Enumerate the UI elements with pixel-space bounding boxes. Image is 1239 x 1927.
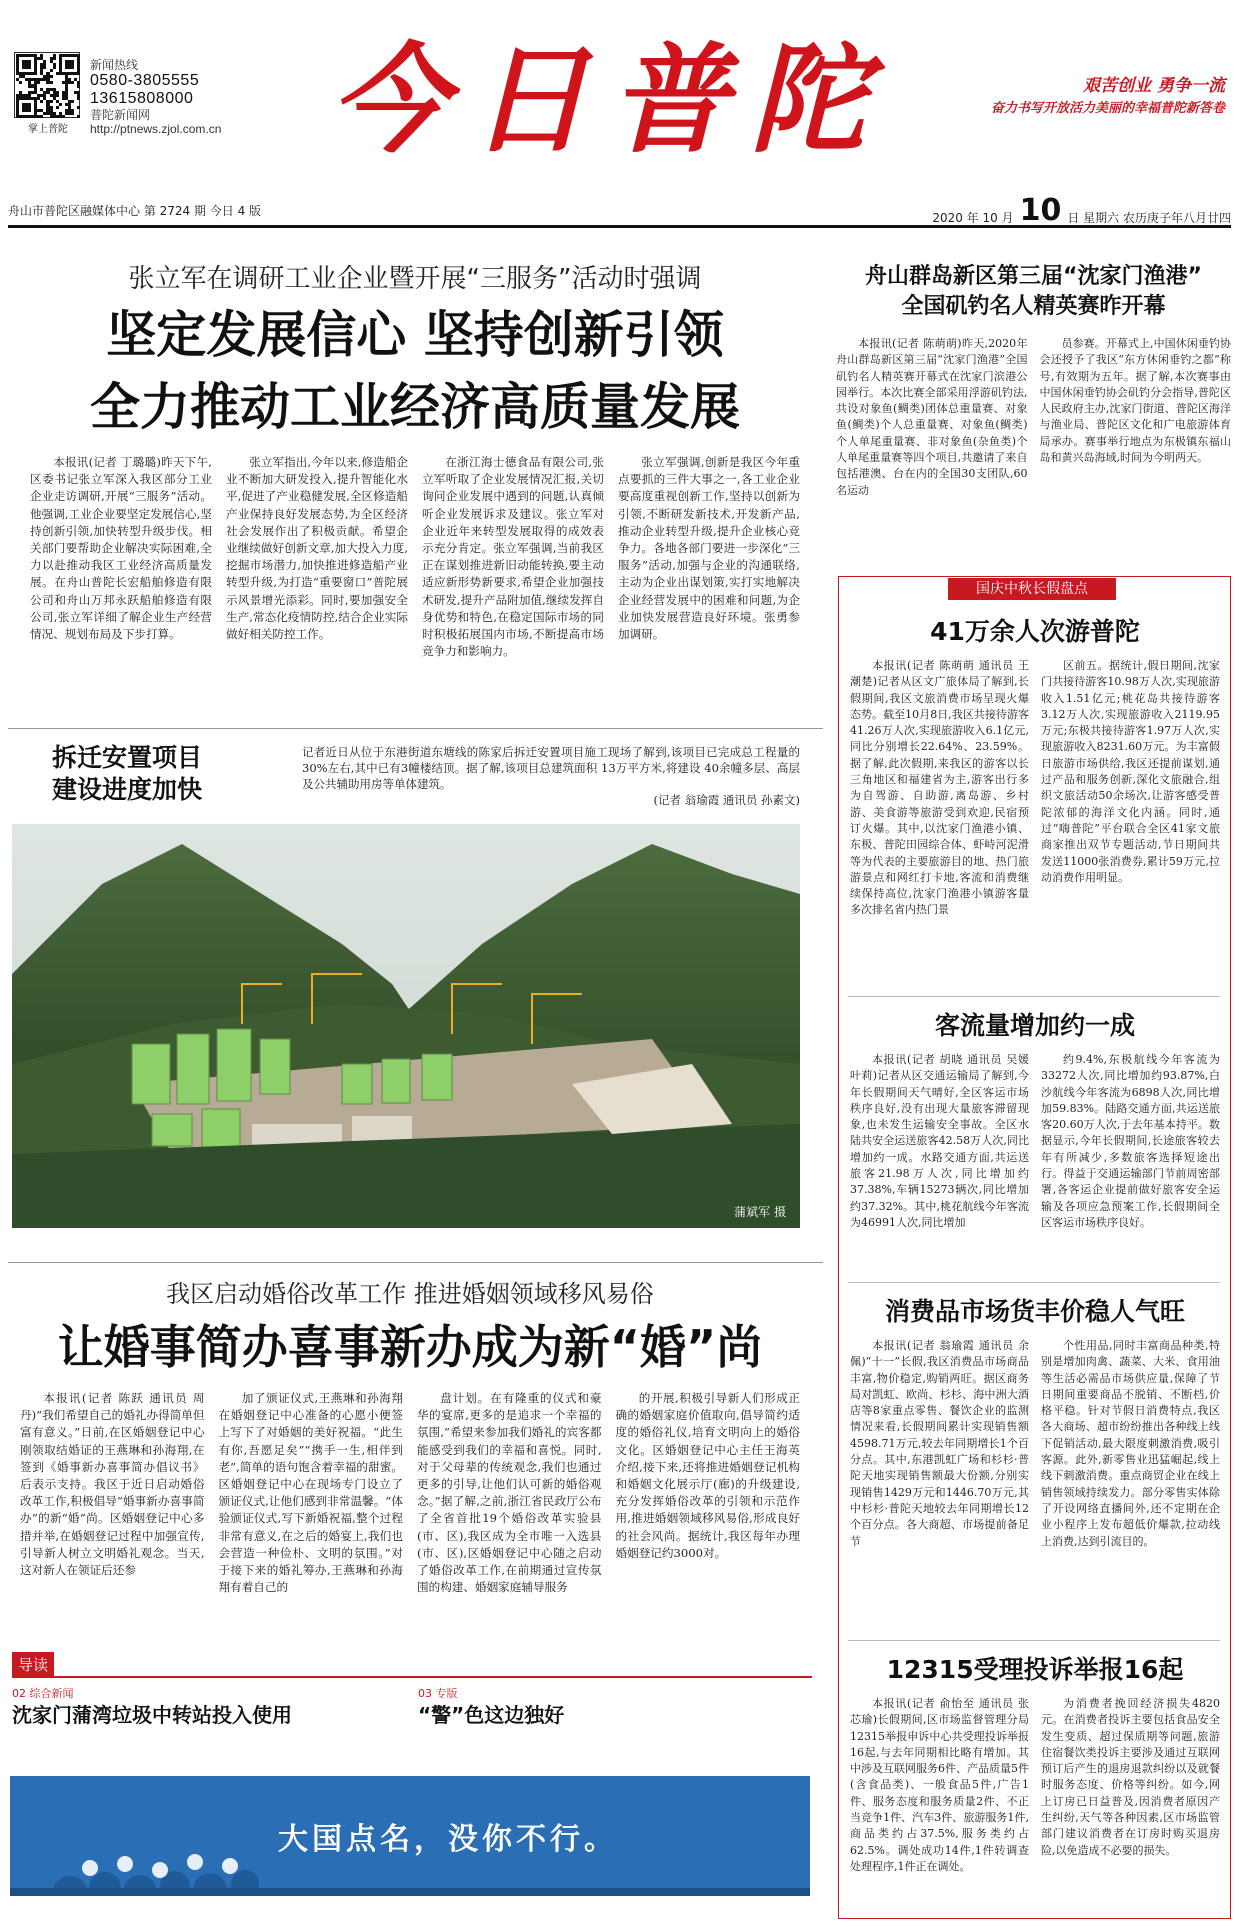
fishing-story — [836, 262, 1231, 560]
slogan — [935, 74, 1225, 120]
consumer-market-paragraph: 本报讯(记者 翁瑜霞 通讯员 余佩)“十一”长假,我区消费品市场商品丰富,物价稳定,购销两旺。据区商务局对凯虹、欧尚、杉杉、海中洲大酒店等8家重点零售、餐饮企业的监测情况来看,长假期间累计实现销售额4598.71万元,较去年同期增长1个百分点。其中,东港凯虹广场和杉杉·普陀天地实现销售额最大份额,分别实现销售1429万元和1446.70万元,其中杉杉·普陀天地较去年同期增长12个百分点。各大商超、市场提前备足节 — [850, 1339, 1029, 1548]
fishing-paragraph: 员参赛。开幕式上,中国休闲垂钓协会还授予了我区“东方休闲垂钓之都”称号,有效期为五年。据了解,本次赛事由中国休闲垂钓协会矶钓分会指导,普陀区人民政府主办,沈家门街道、普陀区海洋与渔业局、普陀区文化和广电旅游体育局承办。赛事举行地点为东极镇东福山岛和黄兴岛海域,时间为今明两天。 — [1039, 337, 1231, 465]
consumer-market-col-1 — [850, 1338, 1029, 1636]
tourism-paragraph: 区前五。据统计,假日期间,沈家门共接待游客10.98万人次,实现旅游收入1.51亿元;桃花岛共接待游客3.12万人次,实现旅游收入2119.95万元;东极共接待游客1.97万人次,实现旅游收入8231.60万元。为丰富假日旅游市场供给,我区还提前谋划,通过产品和服务创新,深化文旅融合,组织文旅活动50余场次,让游客感受普陀浓郁的海洋文化内涵。同时,通过“嗨普陀”平台联合全区41家文旅商家推出双节专题活动,节日期间共发送11000张消费券,累计59万元,拉动消费作用明显。 — [1041, 659, 1220, 884]
photo-headline-2: 建设进度加快 — [52, 775, 203, 804]
traffic-paragraph: 约9.4%,东极航线今年客流为33272人次,同比增加约93.87%,白沙航线今年客流为6898人次,同比增加59.83%。陆路交通方面,共运送旅客20.60万人次,于去年基本持平。数据显示,今年长假期间,长途旅客较去年有所减少,多数旅客选择短途出行。得益于交通运输部门节前周密部署,各客运企业提前做好旅客安全运输及各项应急预案工作,长假期间全区客运市场秩序良好。 — [1041, 1053, 1220, 1229]
lead-paragraph: 本报讯(记者 丁璐璐)昨天下午,区委书记张立军深入我区部分工业企业走访调研,开展“三服务”活动。他强调,工业企业要坚定发展信心,坚持创新引领,加快转型升级步伐。相关部门要帮助企业解决实际困难,全力以赴推动我区工业经济高质量发展。在舟山普陀长宏船舶修造有限公司和舟山万邦永跃船舶修造有限公司,张立军详细了解企业生产经营情况、规划布局及下步打算。 — [30, 455, 212, 642]
date-day: 10 — [1019, 193, 1062, 228]
photo-caption — [302, 744, 800, 808]
qr-module — [19, 81, 22, 84]
tourism-story — [850, 614, 1220, 922]
newspaper-logo: 今日普陀 — [330, 30, 891, 169]
consumer-market-paragraph: 个性用品,同时丰富商品种类,特别是增加肉禽、蔬菜、大米、食用油等生活必需品市场供应量,保障了节日期间重要商品不脱销、不断档,价格平稳。针对节假日消费特点,我区各大商场、超市纷纷推出各种线上线下促销活动,最大限度刺激消费,吸引客源。此外,新零售业迅猛崛起,线上线下刺激消费。重点商贸企业在线上销售领域持续发力。部分零售实体除了开设网络直播间外,还不定期在企业小程序上发布超低价爆款,拉动线上消费,达到引流目的。 — [1041, 1339, 1220, 1548]
banner-text: 大国点名，没你不行。 — [278, 1822, 618, 1857]
qr-module — [56, 106, 59, 109]
complaints-paragraph: 为消费者挽回经济损失4820元。在消费者投诉主要包括食品安全发生变质、超过保质期等问题,旅游住宿餐饮类投诉主要涉及通过互联网预订后产生的退房退款纠纷以及就餐时服务态度、价格等纠纷。如今,网上订房已日益普及,因消费者原因产生纠纷,天气等各种因素,区市场监管部门建议消费者在订房时购买退房险,以免造成不必要的损失。 — [1041, 1697, 1220, 1857]
hotline-number-1: 0580-3805555 — [90, 72, 200, 89]
guide-item-tag: 02 综合新闻 — [12, 1687, 74, 1700]
photo-headline-1: 拆迁安置项目 — [52, 743, 203, 772]
complaints-col-2 — [1041, 1696, 1220, 1906]
site-label: 普陀新闻网 — [90, 108, 151, 122]
guide-header — [12, 1652, 812, 1678]
traffic-col-2 — [1041, 1052, 1220, 1278]
guide-title: 导读 — [12, 1652, 54, 1678]
photo-story-headline[interactable] — [52, 742, 202, 806]
traffic-headline[interactable]: 客流量增加约一成 — [934, 1011, 1135, 1040]
qr-module — [77, 115, 80, 118]
fishing-paragraph: 本报讯(记者 陈萌萌)昨天,2020年舟山群岛新区第三届“沈家门渔港”全国矶钓名人精英赛开幕式在沈家门滨港公园举行。本次比赛全部采用浮游矶钓法,共设对象鱼(鲷类)团体总重量赛、对象鱼(鲷类)个人总重量赛、对象鱼(鲷类)个人单尾重量赛、非对象鱼(杂鱼类)个人单尾重量赛等四个项目,共邀请了来自包括港澳、台在内的全国30支团队,60名运动 — [836, 337, 1028, 497]
complaints-headline[interactable]: 12315受理投诉举报16起 — [886, 1655, 1184, 1684]
complaints-col-1 — [850, 1696, 1029, 1906]
guide-item-1[interactable] — [12, 1686, 292, 1728]
lead-kicker: 张立军在调研工业企业暨开展“三服务”活动时强调 — [128, 264, 702, 294]
qr-module — [71, 112, 74, 115]
holiday-review-label: 国庆中秋长假盘点 — [948, 578, 1116, 600]
lead-headline-1[interactable]: 坚定发展信心 坚持创新引领 — [106, 306, 724, 364]
lead-body — [30, 454, 800, 674]
marriage-col-4 — [616, 1390, 801, 1596]
lead-col-2 — [226, 454, 408, 674]
qr-module — [43, 66, 46, 69]
traffic-story — [850, 1008, 1220, 1278]
qr-module — [37, 81, 40, 84]
qr-code[interactable] — [14, 52, 80, 118]
qr-module — [77, 84, 80, 87]
qr-module — [59, 103, 62, 106]
site-url[interactable]: http://ptnews.zjol.com.cn — [90, 122, 222, 136]
qr-module — [53, 66, 56, 69]
dateline — [8, 193, 1231, 228]
qr-module — [40, 100, 43, 103]
hotline-number-2: 13615808000 — [90, 90, 194, 107]
qr-module — [50, 75, 53, 78]
divider — [8, 728, 823, 729]
consumer-market-body — [850, 1338, 1220, 1636]
construction-site-photo[interactable] — [12, 824, 800, 1228]
qr-module — [77, 106, 80, 109]
complaints-story — [850, 1652, 1220, 1906]
traffic-paragraph: 本报讯(记者 胡晓 通讯员 吴媛 叶莉)记者从区交通运输局了解到,今年长假期间天气晴好,全区客运市场秩序良好,没有出现大量旅客滞留现象,也未发生运输安全事故。全区水陆共安全运送旅客42.58万人次,同比增加约一成。水路交通方面,共运送旅客21.98万人次,同比增加约37.38%,车辆15273辆次,同比增加约37.32%。其中,桃花航线今年客流为46991人次,同比增加 — [850, 1053, 1029, 1229]
guide-item-title: “警”色这边独好 — [418, 1703, 565, 1727]
lead-headline-2[interactable]: 全力推动工业经济高质量发展 — [90, 378, 740, 436]
marriage-col-1 — [20, 1390, 205, 1596]
qr-module — [77, 97, 80, 100]
issue-info: 舟山市普陀区融媒体中心 第 2724 期 今日 4 版 — [8, 204, 262, 218]
issue-date — [932, 193, 1231, 228]
qr-module — [77, 72, 80, 75]
qr-module — [53, 57, 56, 60]
qr-module — [62, 115, 65, 118]
marriage-kicker: 我区启动婚俗改革工作 推进婚姻领域移风易俗 — [166, 1280, 654, 1308]
qr-module — [28, 66, 31, 69]
marriage-story — [20, 1278, 800, 1596]
marriage-headline[interactable]: 让婚事简办喜事新办成为新“婚”尚 — [57, 1320, 763, 1374]
fishing-col-1 — [836, 336, 1028, 560]
traffic-body — [850, 1052, 1220, 1278]
marriage-col-3 — [417, 1390, 602, 1596]
date-prefix: 2020 年 10 月 — [932, 211, 1014, 225]
lead-paragraph: 张立军指出,今年以来,修造船企业不断加大研发投入,提升智能化水平,促进了产业稳健发展,全区修造船产业保持良好发展态势,为全区经济社会发展作出了积极贡献。希望企业继续做好创新文章,加大投入力度,挖掘市场潜力,加快推进修造船产业转型升级,为打造“重要窗口”普陀展示风景增光添彩。同时,要加强安全生产,常态化疫情防控,结合企业实际做好相关防控工作。 — [226, 455, 408, 642]
qr-module — [50, 69, 53, 72]
tourism-paragraph: 本报讯(记者 陈萌萌 通讯员 王潮楚)记者从区文广旅体局了解到,长假期间,我区文旅消费市场呈现火爆态势。截至10月8日,我区共接待游客41.26万人次,实现旅游收入6.1亿元,同比分别增长22.64%、23.59%。据了解,此次假期,来我区的游客以长三角地区和福建省为主,游客出行多为自驾游、自助游,离岛游、乡村游、美食游等旅游受到欢迎,民宿预订火爆。其中,以沈家门渔港小镇、东极、普陀田园综合体、虾峙河泥滑等为代表的主要旅游目的地、热门旅游景点和网红打卡地,客流和消费继续保持高位,沈家门渔港小镇游客量多次排名省内热门景 — [850, 659, 1029, 917]
divider — [848, 1640, 1220, 1641]
fishing-col-2 — [1040, 336, 1232, 560]
consumer-market-col-2 — [1041, 1338, 1220, 1636]
consumer-market-story — [850, 1294, 1220, 1636]
lead-story — [30, 262, 800, 674]
traffic-col-1 — [850, 1052, 1029, 1278]
date-suffix: 日 星期六 农历庚子年八月廿四 — [1067, 211, 1231, 225]
complaints-body — [850, 1696, 1220, 1906]
masthead — [0, 0, 1239, 190]
complaints-paragraph: 本报讯(记者 俞怡至 通讯员 张芯瑜)长假期间,区市场监督管理分局12315举报申诉中心共受理投诉举报16起,与去年同期相比略有增加。其中涉及互联网服务6件、产品质量5件(含食品类)、一般食品5件,广告1件、服务态度和服务质量2件、不正当竞争1件、汽车3件、旅游服务1件,商品类约占37.5%,服务类约占62.5%。调处成功14件,1件转调查处理程序,1件正在调处。 — [850, 1697, 1029, 1873]
tourism-headline[interactable]: 41万余人次游普陀 — [930, 617, 1140, 646]
hotline-block — [90, 58, 221, 136]
fishing-body — [836, 336, 1231, 560]
divider — [848, 1282, 1220, 1283]
photo-illustration — [12, 824, 800, 1228]
marriage-col-2 — [219, 1390, 404, 1596]
qr-module — [71, 81, 74, 84]
qr-module — [40, 115, 43, 118]
photo-caption-credit: (记者 翁瑜霞 通讯员 孙素文) — [653, 793, 800, 807]
guide-item-2[interactable] — [418, 1686, 564, 1728]
tourism-body — [850, 658, 1220, 922]
guide-item-title: 沈家门蒲湾垃圾中转站投入使用 — [12, 1703, 292, 1727]
qr-module — [28, 109, 31, 112]
qr-module — [56, 94, 59, 97]
slogan-line-2: 奋力书写开放活力美丽的幸福普陀新答卷 — [990, 101, 1225, 116]
tourism-col-1 — [850, 658, 1029, 922]
marriage-body — [20, 1390, 800, 1596]
lead-col-1 — [30, 454, 212, 674]
tourism-col-2 — [1041, 658, 1220, 922]
qr-module — [50, 100, 53, 103]
qr-caption: 掌上普陀 — [28, 124, 68, 135]
hotline-label: 新闻热线 — [90, 58, 139, 72]
guide-item-tag: 03 专版 — [418, 1687, 458, 1700]
census-banner[interactable] — [10, 1776, 810, 1896]
marriage-paragraph: 的开展,积极引导新人们形成正确的婚姻家庭价值取向,倡导简约适度的婚俗礼仪,培育文明向上的婚俗文化。区婚姻登记中心主任王海英介绍,接下来,还将推进婚姻登记机构和婚姻文化展示厅(廊)的升级建设,充分发挥婚俗改革的引领和示范作用,推进婚姻领域移风易俗,形成良好的社会风尚。据统计,我区每年办理婚姻登记约3000对。 — [615, 1391, 800, 1560]
qr-module — [71, 66, 74, 69]
divider — [848, 996, 1220, 997]
marriage-paragraph: 加了颁证仪式,王燕琳和孙海翔在婚姻登记中心准备的心愿小便签上写下了对婚姻的美好祝福。“此生有你,吾愿足矣”“携手一生,相伴到老”,简单的语句饱含着幸福的甜蜜。区婚姻登记中心在现场专门设立了颁证仪式,让他们感到非常温馨。“体验颁证仪式,写下新婚祝福,整个过程非常有意义,在之后的婚宴上,我们也会营造一种俭朴、文明的氛围。”对于接下来的婚礼筹办,王燕琳和孙海翔有着自己的 — [218, 1391, 403, 1595]
lead-paragraph: 张立军强调,创新是我区今年重点要抓的三件大事之一,各工业企业要高度重视创新工作,坚持以创新为引领,不断研发新技术,开发新产品,推动企业转型升级,提升企业核心竞争力。各地各部门要进一步深化“三服务”活动,加强与企业的沟通联络,主动为企业出谋划策,实打实地解决企业经营发展中的困难和问题,为企业加快发展营造良好环境。张勇参加调研。 — [618, 455, 800, 642]
photo-credit: 蒲斌军 摄 — [734, 1205, 786, 1219]
consumer-market-headline[interactable]: 消费品市场货丰价稳人气旺 — [884, 1297, 1185, 1326]
lead-col-4 — [618, 454, 800, 674]
slogan-line-1: 艰苦创业 勇争一流 — [1083, 76, 1225, 96]
qr-module — [34, 72, 37, 75]
divider — [8, 1262, 823, 1263]
qr-module — [71, 100, 74, 103]
fishing-headline-1[interactable]: 舟山群岛新区第三届“沈家门渔港” — [865, 264, 1202, 289]
marriage-paragraph: 本报讯(记者 陈跃 通讯员 周丹)“我们希望自己的婚礼办得简单但富有意义。”日前,在区婚姻登记中心刚领取结婚证的王燕琳和孙海翔,在签到《婚事新办喜事简办倡议书》后表示支持。我区于近日启动婚俗改革工作,积极倡导“婚事新办喜事简办”的新“婚”尚。区婚姻登记中心多措并举,在婚姻登记过程中加强宣传,引导新人树立文明婚礼观念。当天,这对新人在领证后还参 — [20, 1391, 205, 1578]
photo-caption-text: 记者近日从位于东港街道东塘线的陈家后拆迁安置项目施工现场了解到,该项目已完成总工程量的30%左右,其中已有3幢楼结顶。据了解,该项目总建筑面积 13万平方米,将建设 40余幢多层、高层及公共辅助用房等单体建筑。 — [302, 745, 800, 791]
fishing-headline-2[interactable]: 全国矶钓名人精英赛昨开幕 — [901, 294, 1166, 319]
marriage-paragraph: 盘计划。在有隆重的仪式和豪华的宴席,更多的是追求一个幸福的氛围,“希望来参加我们婚礼的宾客都能感受到我们的幸福和喜悦。同时,对于父母辈的传统观念,我们也通过更多的引导,让他们认可新的婚俗观念。”据了解,之前,浙江省民政厅公布了全省首批19个婚俗改革实验县(市、区),我区成为全市唯一入选县(市、区),区婚姻登记中心随之启动了婚俗改革工作,在前期通过宣传氛围的构建、婚姻家庭辅导服务 — [417, 1391, 602, 1595]
lead-col-3 — [422, 454, 604, 674]
qr-module — [50, 81, 53, 84]
lead-paragraph: 在浙江海士德食品有限公司,张立军听取了企业发展情况汇报,关切询问企业发展中遇到的问题,认真倾听企业发展诉求及建议。张立军对企业近年来转型发展取得的成效表示充分肯定。张立军强调,当前我区正在谋划推进新旧动能转换,要主动适应新形势新要求,希望企业加强技术研发,提升产品附加值,继续发挥自身优势和特色,在稳定国际市场的同时积极拓展国内市场,不断提高市场竞争力和影响力。 — [422, 455, 604, 659]
